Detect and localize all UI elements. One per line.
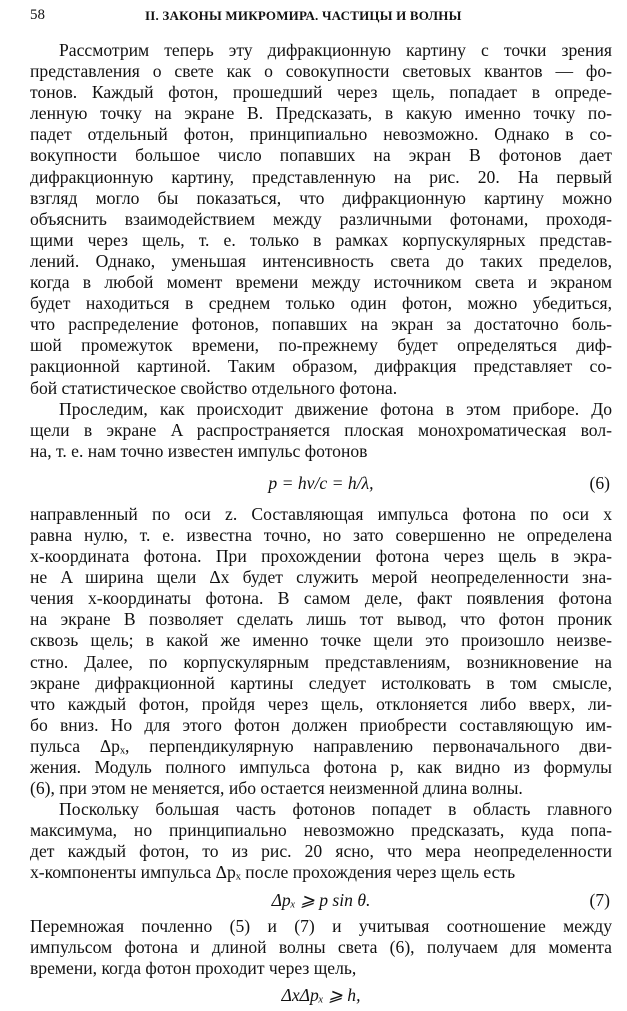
formula-row	[30, 462, 612, 504]
text-line: времени, когда фотон проходит через щель,	[30, 957, 357, 978]
formula-row	[30, 979, 612, 1011]
page-header	[30, 7, 615, 29]
text-line: ракционной картиной. Таким образом, дифракция представляет со-	[30, 356, 612, 377]
text-line: пульса Δpₓ, перпендикулярную направлению первоначального дви-	[30, 735, 612, 756]
text-line: жения. Модуль полного импульса фотона p, как видно из формулы	[30, 757, 612, 777]
text-line: представления о свете как о совокупности световых квантов — фо-	[30, 61, 612, 82]
text-line: ленную точку на экране B. Предсказать, в какую именно точку по-	[30, 103, 612, 124]
text-line: будет находиться в среднем только один фотон, можно убедиться,	[30, 293, 612, 314]
running-head: II. ЗАКОНЫ МИКРОМИРА. ЧАСТИЦЫ И ВОЛНЫ	[145, 8, 462, 23]
text-line: чения x-координаты фотона. В самом деле, факт появления фотона	[30, 588, 612, 609]
text-line: на экране B позволяет сделать лишь тот вывод, что фотон проник	[30, 609, 612, 630]
text-line: взгляд могло бы показаться, что дифракционную картину можно	[30, 187, 612, 208]
text-line: Поскольку большая часть фотонов попадет в область главного	[59, 799, 612, 820]
text-line: дифракционную картину, представленную на рис. 20. На первый	[30, 166, 612, 187]
text-line: щими через щель, т. е. только в рамках корпускулярных представ-	[30, 229, 612, 250]
text-line: не A ширина щели Δx будет служить мерой неопределенности зна-	[30, 567, 612, 588]
text-line: импульсом фотона и длиной волны света (6), получаем для момента	[30, 936, 612, 957]
text-line: щели в экране A распространяется плоская монохроматическая вол-	[30, 419, 612, 440]
text-line: сквозь щель; в какой же именно точке щели это произошло неизве-	[30, 630, 612, 651]
text-line: тонов. Каждый фотон, прошедший через щель, попадает в опреде-	[30, 82, 612, 103]
text-line: объяснить взаимодействием между различными фотонами, проходя-	[30, 208, 612, 229]
text-line: равна нулю, т. е. известна точно, но зато совершенно не определена	[30, 524, 612, 545]
formula-row	[30, 884, 612, 916]
text-line: на, т. е. нам точно известен импульс фотонов	[30, 440, 368, 461]
text-line: x-компоненты импульса Δpₓ после прохождения через щель есть	[30, 862, 516, 883]
text-line: что распределение фотонов, попавших на экран за достаточно боль-	[30, 314, 612, 335]
formula: Δpₓ ⩾ p sin θ.	[271, 889, 371, 910]
page-number: 58	[30, 7, 45, 23]
text-line: Перемножая почленно (5) и (7) и учитывая соотношение между	[30, 915, 612, 936]
formula: p = hν/c = h/λ,	[268, 472, 374, 493]
text-line: экране дифракционной картины следует истолковать в том смысле,	[30, 672, 612, 693]
text-line: бой статистическое свойство отдельного фотона.	[30, 377, 398, 398]
text-line: (6), при этом не меняется, ибо остается неизменной длина волны.	[30, 778, 523, 799]
text-line: Рассмотрим теперь эту дифракционную картину с точки зрения	[59, 40, 612, 60]
text-line: шой промежуток времени, по-прежнему будет определяться диф-	[30, 335, 612, 356]
text-line: x-координата фотона. При прохождении фотона через щель в экра-	[30, 546, 612, 567]
text-line: лений. Однако, уменьшая интенсивность света до таких пределов,	[30, 250, 612, 271]
text-line: падет отдельный фотон, принципиально невозможно. Однако в со-	[30, 124, 612, 145]
equation-number: (7)	[589, 889, 610, 910]
text-line: дет каждый фотон, то из рис. 20 ясно, что мера неопределенности	[30, 841, 612, 862]
body-text	[30, 40, 612, 1011]
text-line: Проследим, как происходит движение фотона в этом приборе. До	[59, 398, 612, 419]
text-line: что каждый фотон, пройдя через щель, отклоняется либо вверх, ли-	[30, 693, 612, 714]
equation-number: (6)	[589, 472, 610, 493]
text-line: вокупности большое число попавших на экран B фотонов дает	[30, 145, 612, 166]
text-line: когда в любой момент времени между источником света и экраном	[30, 272, 612, 293]
text-line: бо вниз. Но для этого фотон должен приобрести составляющую им-	[30, 714, 612, 735]
text-line: стно. Далее, по корпускулярным представлениям, возникновение на	[30, 651, 612, 672]
text-line: максимума, но принципиально невозможно предсказать, куда попа-	[30, 820, 612, 841]
text-line: направленный по оси z. Составляющая импульса фотона по оси x	[30, 503, 612, 524]
formula: ΔxΔpₓ ⩾ h,	[281, 984, 361, 1005]
